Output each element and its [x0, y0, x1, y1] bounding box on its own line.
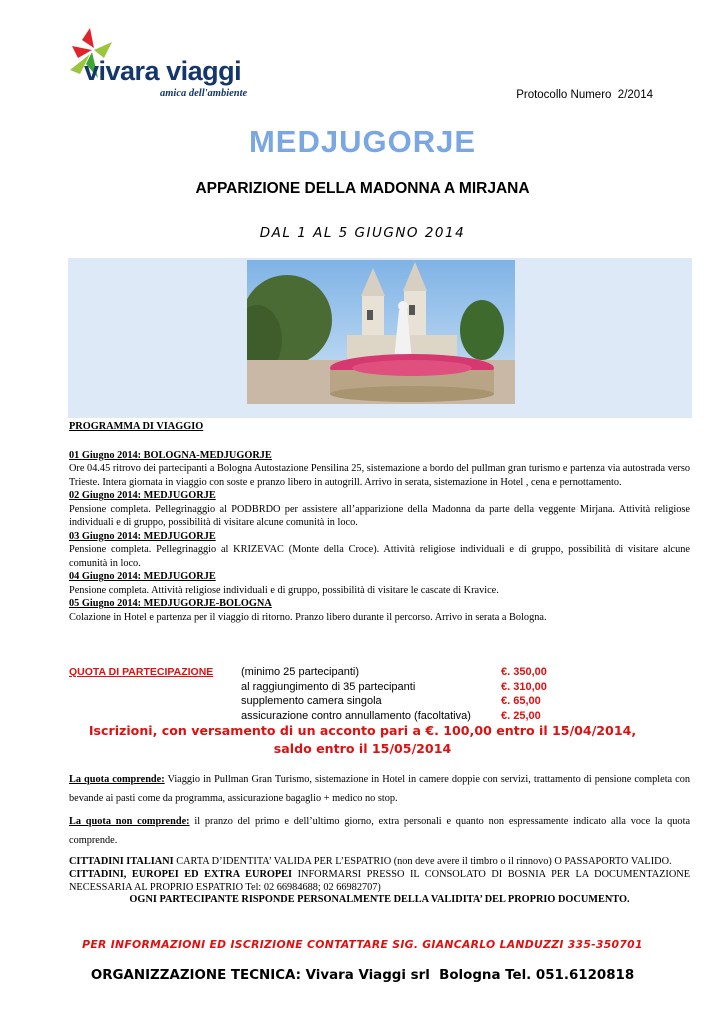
day-item: [69, 489, 690, 530]
includes-label: La quota comprende:: [69, 774, 165, 785]
quota-row: [241, 709, 571, 724]
day-text: Pensione completa. Attività religiose individuali e di gruppo, possibilità di visitare le cascate di Kravice.: [69, 584, 499, 596]
program-section: [69, 420, 690, 624]
foreign-text: INFORMARSI PRESSO IL CONSOLATO DI BOSNIA PER LA DOCUMENTAZIONE NECESSARIA AL PROPRIO ESPATRIO Tel: 02 66984688; 02 66982707): [69, 868, 691, 893]
day-text: Pensione completa. Pellegrinaggio al KRIZEVAC (Monte della Croce). Attività religiose individuali e di gruppo, possibilità di visitare alcune comunità in loco.: [69, 544, 690, 569]
quota-price: €. 310,00: [501, 680, 547, 693]
quota-label: QUOTA DI PARTECIPAZIONE: [69, 666, 214, 678]
day-text: Colazione in Hotel e partenza per il viaggio di ritorno. Pranzo libero durante il percorso. Arrivo in serata a Bologna.: [69, 611, 547, 623]
includes-text: Viaggio in Pullman Gran Turismo, sistemazione in Hotel in camere doppie con servizi, trattamento di pensione completa con bevande ai pasti come da programma, assicurazione bagaglio + medico no stop.: [69, 774, 691, 804]
page-title: MEDJUGORJE: [248, 124, 477, 159]
contact-info: PER INFORMAZIONI ED ISCRIZIONE CONTATTARE SIG. GIANCARLO LANDUZZI 335-350701: [82, 938, 643, 951]
italian-citizens: [69, 856, 690, 869]
day-item: [69, 570, 690, 597]
registration-note: [40, 722, 685, 758]
quota-price: €. 65,00: [501, 695, 541, 707]
logo: [68, 28, 268, 103]
protocol-number: Protocollo Numero 2/2014: [516, 89, 653, 101]
quota-includes: [69, 770, 690, 808]
quota-desc: supplemento camera singola: [241, 695, 382, 707]
quota-row: [241, 680, 571, 695]
quota-row: [241, 694, 571, 709]
quota-excludes: [69, 812, 690, 850]
foreign-citizens: [69, 869, 690, 895]
day-title: 01 Giugno 2014: BOLOGNA-MEDJUGORJE: [69, 449, 272, 461]
quota-desc: assicurazione contro annullamento (facoltativa): [241, 709, 471, 722]
registration-line-2: saldo entro il 15/05/2014: [273, 741, 452, 756]
day-item: [69, 449, 690, 490]
italian-label: CITTADINI ITALIANI: [69, 856, 174, 867]
foreign-label: CITTADINI, EUROPEI ED EXTRA EUROPEI: [69, 868, 293, 880]
day-item: [69, 530, 690, 571]
responsibility-note: OGNI PARTECIPANTE RISPONDE PERSONALMENTE DELLA VALIDITA’ DEL PROPRIO DOCUMENTO.: [129, 894, 630, 906]
organization: ORGANIZZAZIONE TECNICA: Vivara Viaggi srl Bologna Tel. 051.6120818: [90, 968, 635, 983]
quota-desc: (minimo 25 partecipanti): [241, 666, 359, 678]
quota-table: [241, 665, 571, 723]
excludes-label: La quota non comprende:: [69, 816, 190, 827]
travel-dates: DAL 1 AL 5 GIUGNO 2014: [259, 225, 466, 241]
day-item: [69, 597, 690, 624]
excludes-text: il pranzo del primo e dell’ultimo giorno, extra personali e quanto non espressamente indicato alla voce la quota comprende.: [69, 816, 691, 846]
registration-line-1: Iscrizioni, con versamento di un acconto pari a €. 100,00 entro il 15/04/2014,: [88, 723, 637, 738]
day-text: Pensione completa. Pellegrinaggio al PODBRDO per assistere all’apparizione della Madonna da parte della veggente Mirjana. Attività religiose individuali e di gruppo, possibilità di visitare alcune comunità in loco.: [69, 503, 690, 528]
day-text: Ore 04.45 ritrovo dei partecipanti a Bologna Autostazione Pensilina 25, sistemazione a bordo del pullman gran turismo e partenza via autostrada verso Trieste. Intera giornata in viaggio con soste e pranzo libero in autogrill. Arrivo in serata, sistemazione in Hotel , cena e pernottamento.: [69, 463, 690, 488]
day-title: 05 Giugno 2014: MEDJUGORJE-BOLOGNA: [69, 598, 272, 609]
program-heading: PROGRAMMA DI VIAGGIO: [69, 421, 204, 432]
logo-name: vivara viaggi: [84, 56, 242, 86]
day-title: 04 Giugno 2014: MEDJUGORJE: [69, 571, 216, 582]
documents-section: [69, 856, 690, 907]
church-photo: [247, 260, 515, 404]
day-title: 03 Giugno 2014: MEDJUGORJE: [69, 530, 216, 542]
subtitle: APPARIZIONE DELLA MADONNA A MIRJANA: [195, 180, 530, 197]
italian-text: CARTA D’IDENTITA’ VALIDA PER L’ESPATRIO (non deve avere il timbro o il rinnovo) O PASSAPORTO VALIDO.: [173, 856, 672, 867]
quota-price: €. 350,00: [501, 666, 547, 678]
quota-desc: al raggiungimento di 35 partecipanti: [241, 680, 416, 693]
quota-row: [241, 665, 571, 680]
day-title: 02 Giugno 2014: MEDJUGORJE: [69, 490, 216, 501]
quota-price: €. 25,00: [501, 709, 541, 722]
logo-tagline: amica dell'ambiente: [160, 88, 248, 99]
